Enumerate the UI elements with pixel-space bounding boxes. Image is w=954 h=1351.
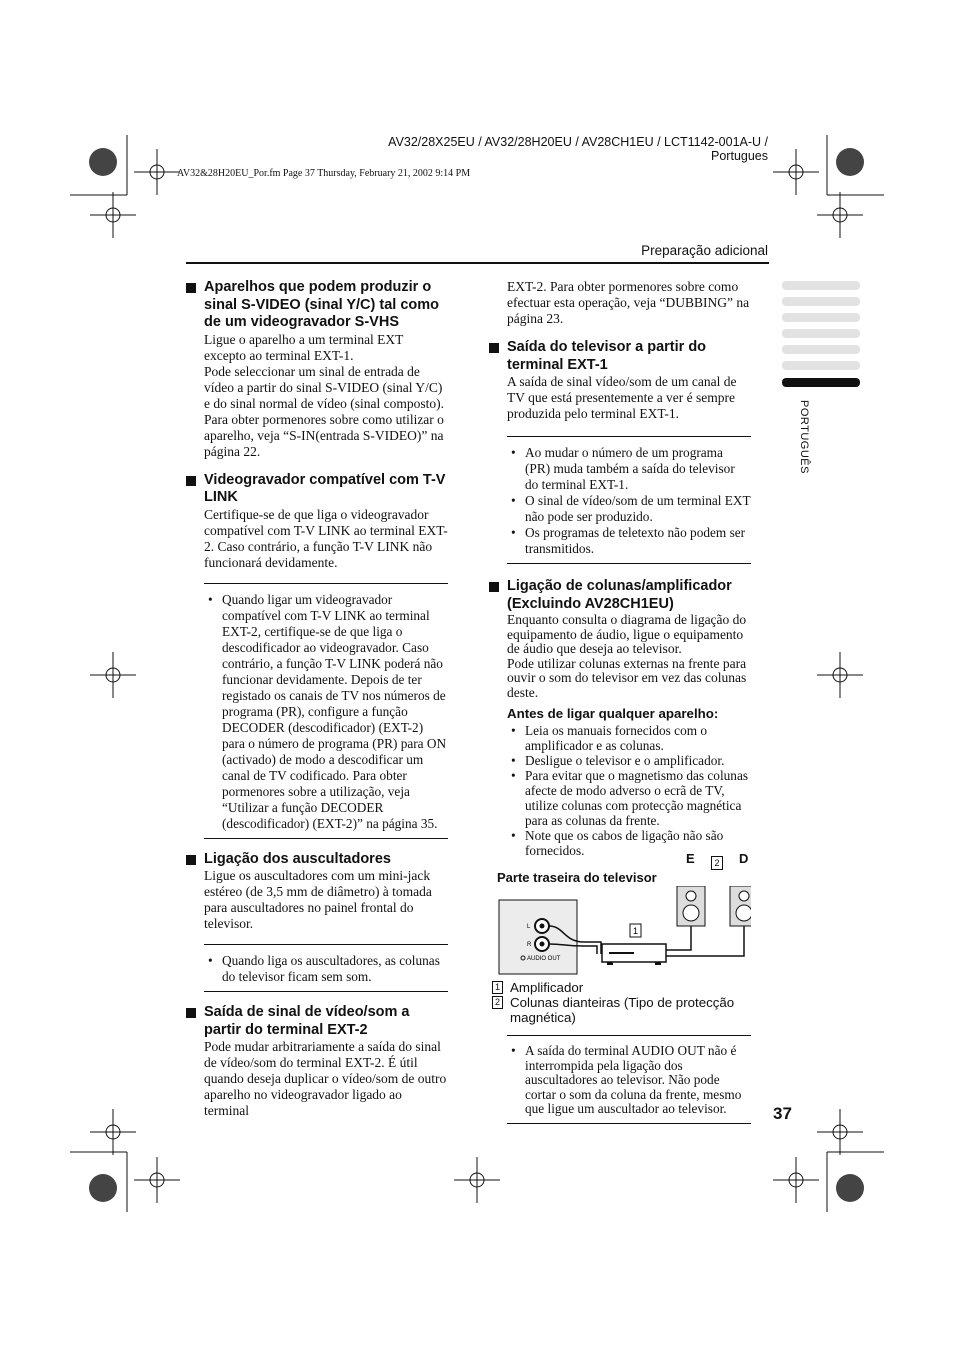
list-item: • Para evitar que o magnetismo das colunas afecte de modo adverso o ecrã de TV, utilize colunas com protecção magnética para as colunas da frente. [525, 768, 751, 828]
section-heading: Videogravador compatível com T-V LINK [186, 472, 448, 507]
note-item: • Ao mudar o número de um programa (PR) muda também a saída do televisor do terminal EXT-1. [525, 445, 751, 493]
body-text: Pode utilizar colunas externas na frente para ouvir o som do televisor em vez das colunas deste. [507, 655, 747, 700]
diagram-title: Parte traseira do televisor [497, 870, 657, 885]
jack-r-label: R [527, 942, 532, 948]
subheading: Antes de ligar qualquer aparelho: [507, 706, 719, 721]
tv-rear-panel [499, 900, 577, 974]
note-box [204, 944, 448, 992]
section-heading: Saída de sinal de vídeo/som a partir do terminal EXT-2 [186, 1004, 448, 1039]
legend-item: 1 Amplificador [492, 980, 751, 995]
note-box [204, 583, 448, 839]
body-text: A saída de sinal vídeo/som de um canal de TV que está presentemente a ver é sempre produzida pelo terminal EXT-1. [507, 374, 737, 421]
section-heading: Ligação dos auscultadores [186, 851, 448, 869]
section-heading: Saída do televisor a partir do terminal EXT-1 [489, 339, 751, 374]
note-box [507, 436, 751, 564]
left-column [186, 279, 448, 1119]
section-heading: Aparelhos que podem produzir o sinal S-VIDEO (sinal Y/C) tal como de um videogravador S-VHS [186, 279, 448, 332]
body-text: Ligue o aparelho a um terminal EXT excepto ao terminal EXT-1. [204, 331, 404, 363]
right-column [489, 279, 751, 1136]
note-item: • Quando liga os auscultadores, as colunas do televisor ficam sem som. [222, 953, 448, 985]
side-tab [782, 281, 860, 290]
side-tab [782, 329, 860, 338]
list-item: • Leia os manuais fornecidos com o amplificador e as colunas. [525, 723, 751, 753]
note-box [507, 1035, 751, 1124]
body-text: Ligue os auscultadores com um mini-jack estéreo (de 3,5 mm de diâmetro) à tomada para auscultadores no painel frontal do televisor. [204, 868, 432, 931]
page-number: 37 [773, 1104, 792, 1123]
list-item: • Desligue o televisor e o amplificador. [525, 753, 751, 768]
side-tab [782, 361, 860, 370]
side-tab [782, 313, 860, 322]
note-item: • Os programas de teletexto não podem ser transmitidos. [525, 525, 751, 557]
note-item: • Quando ligar um videogravador compatível com T-V LINK ao terminal EXT-2, certifique-se de que liga o descodificador ao videogravador. Caso contrário, a função T-V LINK poderá não funcionar devidamente. Depois de ter registado os canais de TV nos números de programa (PR), configure a função DECODER (descodificador) (EXT-2) para o número de programa (PR) para ON (activado) de modo a descodificar um canal de TV codificado. Para obter pormenores sobre a utilização, veja “Utilizar a função DECODER (descodificador) (EXT-2)” na página 35. [222, 592, 448, 832]
legend-item: 2 Colunas dianteiras (Tipo de protecção magnética) [492, 995, 751, 1025]
note-item: • A saída do terminal AUDIO OUT não é interrompida pela ligação dos auscultadores ao televisor. Não pode cortar o som da coluna da frente, mesmo que ligue um auscultador ao televisor. [525, 1044, 751, 1117]
side-tab [782, 297, 860, 306]
body-text: Pode seleccionar um sinal de entrada de vídeo a partir do sinal S-VIDEO (sinal Y/C) e do sinal normal de vídeo (sinal composto). Para obter pormenores sobre como utilizar o aparelho, veja “S-IN(entrada S-VIDEO)” na página 22. [204, 363, 444, 459]
speaker-label-d: D [739, 851, 749, 866]
audio-out-label: AUDIO OUT [527, 956, 561, 962]
body-text: Certifique-se de que liga o videogravador compatível com T-V LINK ao terminal EXT-2. Caso contrário, a função T-V LINK não funcionará devidamente. [204, 506, 448, 570]
side-tab-active [782, 378, 860, 387]
connection-diagram [489, 886, 751, 976]
language-label: PORTUGUÊS [798, 400, 810, 474]
note-item: • O sinal de vídeo/som de um terminal EXT não pode ser produzido. [525, 493, 751, 525]
list-item: • Note que os cabos de ligação não são fornecidos. [525, 828, 751, 858]
header-rule [186, 262, 769, 264]
section-title: Preparação adicional [641, 243, 768, 258]
file-info: AV32&28H20EU_Por.fm Page 37 Thursday, February 21, 2002 9:14 PM [177, 168, 471, 179]
diagram-legend [492, 980, 751, 1025]
speaker-label-e: E [686, 851, 695, 866]
section-heading: Ligação de colunas/amplificador (Excluindo AV28CH1EU) [489, 578, 751, 613]
side-tab [782, 345, 860, 354]
header-models: AV32/28X25EU / AV32/28H20EU / AV28CH1EU / LCT1142-001A-U / Portugues [388, 135, 768, 163]
body-text: Pode mudar arbitrariamente a saída do sinal de vídeo/som do terminal EXT-2. É útil quando deseja duplicar o vídeo/som de outro aparelho no videogravador ligado ao terminal [204, 1039, 447, 1118]
body-text: Enquanto consulta o diagrama de ligação do equipamento de áudio, ligue o equipamento de áudio que deseja ao televisor. [507, 612, 747, 656]
callout-2: 2 [711, 856, 723, 870]
jack-l-label: L [527, 924, 531, 930]
body-text: EXT-2. Para obter pormenores sobre como efectuar esta operação, veja “DUBBING” na página 23. [507, 279, 750, 326]
svg-text:1: 1 [633, 926, 639, 936]
